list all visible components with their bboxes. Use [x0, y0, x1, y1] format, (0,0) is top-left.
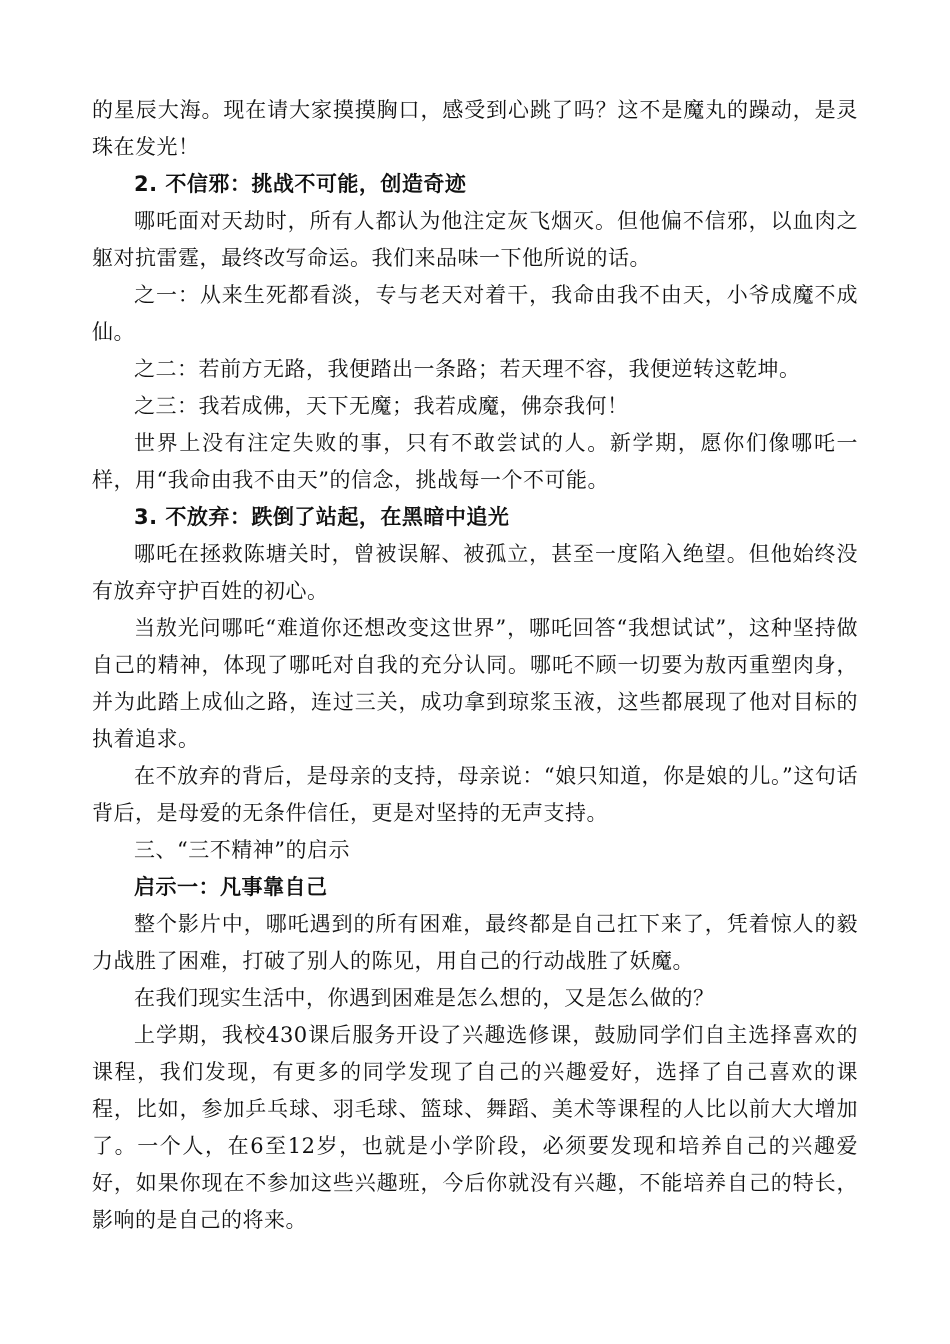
paragraph: 世界上没有注定失败的事，只有不敢尝试的人。新学期，愿你们像哪吒一样，用“我命由我不由天”的信念，挑战每一个不可能。: [92, 431, 858, 492]
quote-paragraph-1: 之一：从来生死都看淡，专与老天对着干，我命由我不由天，小爷成魔不成仙。: [92, 283, 858, 344]
quote-paragraph-3: 之三：我若成佛，天下无魔；我若成魔，佛奈我何！: [134, 394, 629, 418]
quote-paragraph-2: 之二：若前方无路，我便踏出一条路；若天理不容，我便逆转这乾坤。: [134, 357, 801, 381]
paragraph: 哪吒面对天劫时，所有人都认为他注定灰飞烟灭。但他偏不信邪，以血肉之躯对抗雷霆，最终改写命运。我们来品味一下他所说的话。: [92, 209, 858, 270]
paragraph: 在不放弃的背后，是母亲的支持，母亲说：“娘只知道，你是娘的儿。”这句话背后，是母爱的无条件信任，更是对坚持的无声支持。: [92, 764, 858, 825]
section-heading-3: 3. 不放弃：跌倒了站起，在黑暗中追光: [134, 505, 510, 529]
paragraph: 上学期，我校430课后服务开设了兴趣选修课，鼓励同学们自主选择喜欢的课程，我们发现，有更多的同学发现了自己的兴趣爱好，选择了自己喜欢的课程，比如，参加乒乓球、羽毛球、篮球、舞蹈、美术等课程的人比以前大大增加了。一个人，在6至12岁，也就是小学阶段，必须要发现和培养自己的兴趣爱好，如果你现在不参加这些兴趣班，今后你就没有兴趣，不能培养自己的特长，影响的是自己的将来。: [92, 1023, 858, 1232]
paragraph: 在我们现实生活中，你遇到困难是怎么想的，又是怎么做的？: [134, 986, 715, 1010]
section-heading-2: 2. 不信邪：挑战不可能，创造奇迹: [134, 172, 467, 196]
document-body: [92, 92, 858, 1239]
paragraph-continuation: 的星辰大海。现在请大家摸摸胸口，感受到心跳了吗？这不是魔丸的躁动，是灵珠在发光！: [92, 98, 858, 159]
paragraph: 整个影片中，哪吒遇到的所有困难，最终都是自己扛下来了，凭着惊人的毅力战胜了困难，打破了别人的陈见，用自己的行动战胜了妖魔。: [92, 912, 858, 973]
paragraph: 哪吒在拯救陈塘关时，曾被误解、被孤立，甚至一度陷入绝望。但他始终没有放弃守护百姓的初心。: [92, 542, 858, 603]
chapter-heading: 三、“三不精神”的启示: [134, 838, 350, 862]
subheading-insight-1: 启示一：凡事靠自己: [134, 875, 328, 899]
paragraph: 当敖光问哪吒“难道你还想改变这世界”，哪吒回答“我想试试”，这种坚持做自己的精神，体现了哪吒对自我的充分认同。哪吒不顾一切要为敖丙重塑肉身，并为此踏上成仙之路，连过三关，成功拿到琼浆玉液，这些都展现了他对目标的执着追求。: [92, 616, 858, 751]
